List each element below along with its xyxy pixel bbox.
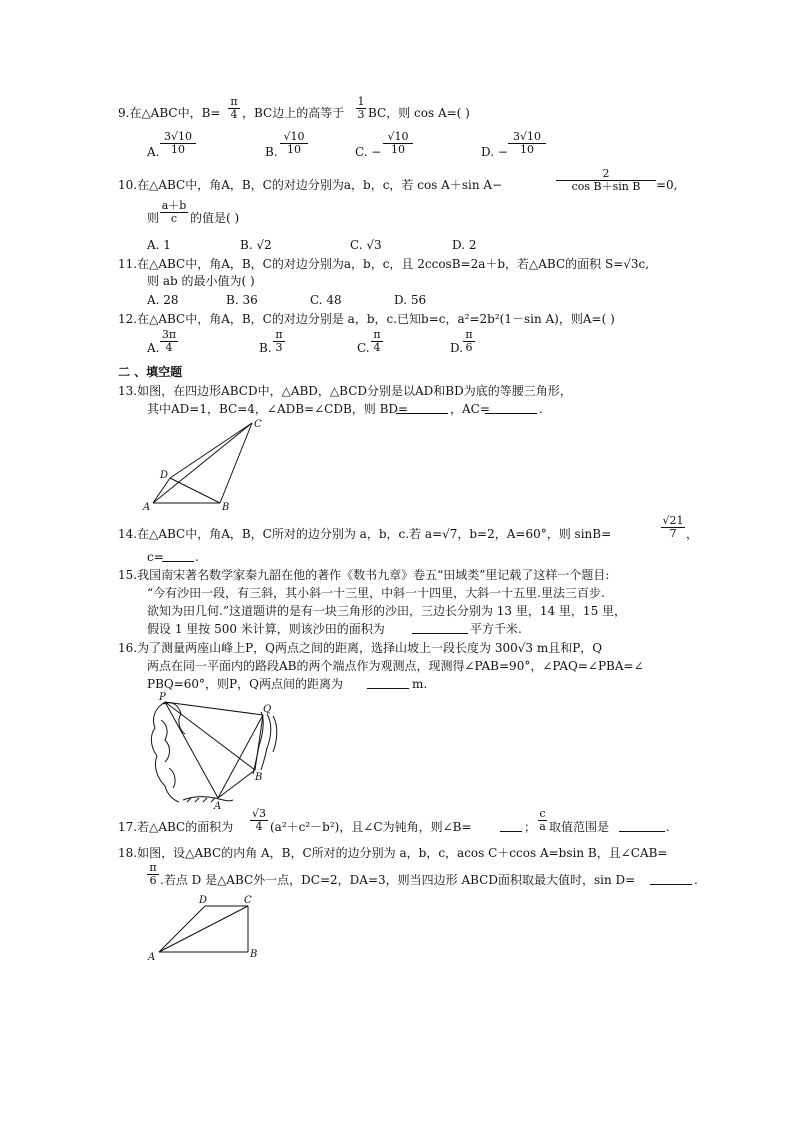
q18-line2-b: . xyxy=(694,873,698,887)
q16-line-ab xyxy=(218,770,255,798)
q12-option-b-label: B. xyxy=(259,341,272,355)
q9-angle-fraction: $\frac{\pi}{4}$ xyxy=(228,96,240,121)
q17-mid2: ； xyxy=(524,820,537,834)
q18-label-b: B xyxy=(250,949,258,960)
q16-label-a: A xyxy=(214,801,222,810)
q16-label-q: Q xyxy=(263,704,272,715)
q18-label-c: C xyxy=(244,895,252,906)
q14-line2: c= xyxy=(147,550,164,564)
q16-line3-b: m. xyxy=(412,677,428,691)
q14-line2-end: . xyxy=(195,550,199,564)
q17-answer-angle-blank[interactable] xyxy=(500,820,522,832)
q14-sin-fraction: $\frac{√21}{7}$ xyxy=(662,514,684,540)
q9-option-b-value: $\frac{√10}{10}$ xyxy=(280,131,308,156)
q16-line1: 16.为了测量两座山峰上P，Q两点之间的距离，选择山坡上一段长度为 300√3 m且和P，Q xyxy=(118,641,603,655)
q18-answer-blank[interactable] xyxy=(650,873,692,885)
q16-label-p: P xyxy=(159,692,166,703)
q18-quadrilateral-figure xyxy=(143,890,273,965)
q13-quadrilateral-figure xyxy=(140,415,270,515)
q10-ratio-fraction: $\frac{a+b}{c}$ xyxy=(161,199,187,225)
q17-coef-fraction: $\frac{√3}{4}$ xyxy=(251,807,266,833)
q11-option-c: C. 48 xyxy=(310,293,342,307)
q13-edge-db xyxy=(170,478,220,503)
q15-line2: “今有沙田一段，有三斜，其小斜一十三里，中斜一十四里，大斜一十五里.里法三百步. xyxy=(147,586,605,600)
q9-option-b-label: B. xyxy=(265,145,278,159)
q12-option-b-value: $\frac{\pi}{3}$ xyxy=(273,329,285,354)
q13-edge-bc xyxy=(220,423,252,503)
q9-option-c-label: C. − xyxy=(355,145,382,159)
q17-pre: 17.若△ABC的面积为 xyxy=(118,820,234,834)
q13-edge-ac xyxy=(153,423,252,503)
q18-edge-da xyxy=(159,906,205,952)
q15-line4-b: 平方千米. xyxy=(470,622,522,636)
q13-label-b: B xyxy=(222,502,230,513)
q13-edge-ad xyxy=(153,478,170,503)
q10-option-a: A. 1 xyxy=(147,238,171,252)
q18-line2-a: .若点 D 是△ABC外一点，DC=2，DA=3，则当四边形 ABCD面积取最大值时，sin D= xyxy=(160,873,636,887)
q11-option-b: B. 36 xyxy=(226,293,258,307)
q10-option-c: C. √3 xyxy=(350,238,382,252)
q9-option-a-label: A. xyxy=(147,145,160,159)
q12-option-a-value: $\frac{3\pi}{4}$ xyxy=(161,328,177,354)
q9-stem-b: ，BC边上的高等于 xyxy=(242,106,345,120)
q12-option-c-value: $\frac{\pi}{4}$ xyxy=(371,329,383,354)
q13-line2-b: ，AC= xyxy=(450,402,490,416)
q15-line1: 15.我国南宋著名数学家秦九韶在他的著作《数书九章》卷五“田域类”里记载了这样一个题目: xyxy=(118,568,610,582)
q12-option-c-label: C. xyxy=(357,341,370,355)
q16-line3-a: PBQ=60°，则P，Q两点间的距离为 xyxy=(147,677,343,691)
q13-answer-ac-blank[interactable] xyxy=(485,402,537,414)
q13-label-a: A xyxy=(143,502,151,513)
q15-line4-a: 假设 1 里按 500 米计算，则该沙田的面积为 xyxy=(147,622,385,636)
q17-ratio-fraction: $\frac{c}{a}$ xyxy=(539,807,546,833)
q11-line2: 则 ab 的最小值为( ) xyxy=(147,274,255,288)
q11-line1: 11.在△ABC中，角A，B，C的对边分别为a，b，c，且 2ccosB=2a＋b，若△ABC的面积 S=√3c, xyxy=(118,257,650,271)
q11-option-a: A. 28 xyxy=(147,293,179,307)
q16-line2: 两点在同一平面内的路段AB的两个端点作为观测点，现测得∠PAB=90°，∠PAQ=∠PBA=∠ xyxy=(147,659,644,673)
q18-edge-ac xyxy=(159,906,248,952)
q10-fraction: $\frac{2}{\text{cos B＋sin B}}$ xyxy=(556,168,656,193)
q12-line1: 12.在△ABC中，角A，B，C的对边分别是 a，b，c.已知b=c，a²=2b²(1－sin A)，则A=( ) xyxy=(118,312,615,326)
q13-line2-a: 其中AD=1，BC=4，∠ADB=∠CDB，则 BD= xyxy=(147,402,409,416)
q13-edge-dc xyxy=(170,423,252,478)
q9-option-d-label: D. − xyxy=(481,145,508,159)
q17-end: . xyxy=(666,820,670,834)
q18-line1: 18.如图，设△ABC的内角 A，B，C所对的边分别为 a，b，c，acos C＋ccos A=bsin B，且∠CAB= xyxy=(118,846,668,860)
q9-option-c-value: $\frac{√10}{10}$ xyxy=(383,131,413,156)
q10-line2-post: 的值是( ) xyxy=(190,211,240,225)
q12-option-d-value: $\frac{\pi}{6}$ xyxy=(463,329,475,354)
q16-answer-blank[interactable] xyxy=(367,677,409,689)
q14-line1-a: 14.在△ABC中，角A，B，C所对的边分别为 a，b，c.若 a=√7，b=2，A=60°，则 sinB= xyxy=(118,527,612,541)
q10-option-d: D. 2 xyxy=(452,238,477,252)
q10-line2-pre: 则 xyxy=(147,211,160,225)
q10-stem-b: =0, xyxy=(656,178,678,192)
q11-option-d: D. 56 xyxy=(394,293,427,307)
q9-height-fraction: $\frac{1}{3}$ xyxy=(357,95,365,121)
q13-line1: 13.如图，在四边形ABCD中，△ABD，△BCD分别是以AD和BD为底的等腰三角形， xyxy=(118,384,572,398)
q9-stem-a: 9.在△ABC中，B= xyxy=(118,106,221,120)
q9-option-a-value: $\frac{3√10}{10}$ xyxy=(160,131,196,156)
q16-mountain-figure xyxy=(143,690,293,810)
q13-line2-c: . xyxy=(539,402,543,416)
q16-line-pa xyxy=(165,702,218,798)
q14-answer-blank[interactable] xyxy=(162,550,194,562)
q9-stem-c: BC，则 cos A=( ) xyxy=(368,106,470,120)
q12-option-d-label: D. xyxy=(450,341,464,355)
q9-option-d-value: $\frac{3√10}{10}$ xyxy=(508,131,546,156)
q16-line-aq xyxy=(218,715,263,798)
q17-answer-range-blank[interactable] xyxy=(619,820,665,832)
section-heading: 二 、填空题 xyxy=(118,365,183,379)
q10-stem-a: 10.在△ABC中，角A，B，C的对边分别为a，b，c，若 cos A＋sin A− xyxy=(118,178,503,192)
q14-line1-b: ， xyxy=(686,527,699,541)
q15-answer-blank[interactable] xyxy=(412,622,468,634)
q13-answer-bd-blank[interactable] xyxy=(396,402,448,414)
q13-label-c: C xyxy=(254,419,262,430)
q15-line3: 欲知为田几何.”这道题讲的是有一块三角形的沙田，三边长分别为 13 里，14 里，15 里， xyxy=(147,604,627,618)
q12-option-a-label: A. xyxy=(147,341,160,355)
q17-mid: (a²＋c²－b²)，且∠C为钝角，则∠B= xyxy=(270,820,472,834)
q17-post: 取值范围是 xyxy=(549,820,610,834)
q18-angle-fraction: $\frac{\pi}{6}$ xyxy=(147,862,159,887)
q13-label-d: D xyxy=(160,470,169,481)
q10-option-b: B. √2 xyxy=(240,238,272,252)
q18-label-d: D xyxy=(199,895,208,906)
q16-label-b: B xyxy=(255,772,263,783)
q18-label-a: A xyxy=(148,952,156,963)
